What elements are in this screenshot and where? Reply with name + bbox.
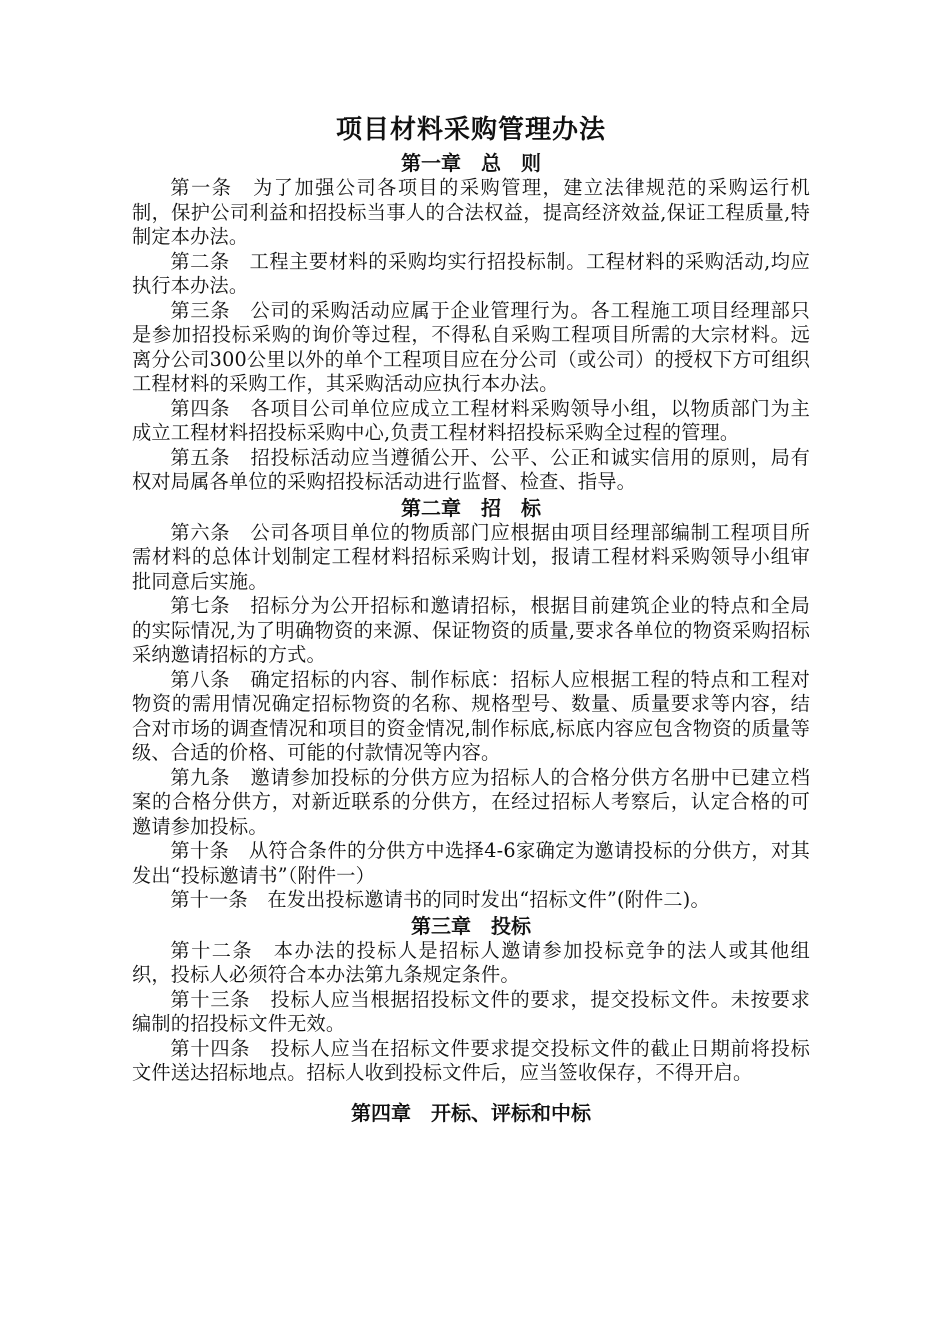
article-label: 第九条 bbox=[170, 765, 231, 789]
article-label: 第十四条 bbox=[170, 1036, 251, 1060]
article-label: 第十一条 bbox=[170, 888, 248, 911]
article-text: 为了加强公司各项目的采购管理，建立法律规范的采购运行机制，保护公司利益和招投标当事人的合法权益，提高经济效益,保证工程质量,特制定本办法。 bbox=[132, 176, 811, 248]
article-paragraph bbox=[132, 250, 810, 299]
article-text: 本办法的投标人是招标人邀请参加投标竞争的法人或其他组织，投标人必须符合本办法第九条规定条件。 bbox=[132, 938, 811, 986]
article-label: 第五条 bbox=[170, 445, 231, 469]
article-label: 第三条 bbox=[170, 298, 231, 322]
chapter-heading: 第一章 总 则 bbox=[401, 151, 541, 175]
article-label: 第四条 bbox=[170, 396, 231, 420]
article-paragraph bbox=[132, 888, 810, 913]
article-paragraph bbox=[132, 988, 810, 1037]
article-text: 招投标活动应当遵循公开、公平、公正和诚实信用的原则，局有权对局属各单位的采购招投标活动进行监督、检查、指导。 bbox=[132, 445, 810, 493]
article-label: 第十三条 bbox=[170, 987, 251, 1011]
article-label: 第八条 bbox=[170, 667, 231, 691]
article-paragraph bbox=[132, 446, 810, 495]
article-label: 第十条 bbox=[170, 839, 230, 862]
article-label: 第二条 bbox=[170, 249, 230, 273]
chapter-heading: 第三章 投标 bbox=[411, 913, 531, 938]
article-text: 投标人应当根据招投标文件的要求，提交投标文件。未按要求编制的招投标文件无效。 bbox=[132, 987, 810, 1035]
article-paragraph bbox=[132, 299, 810, 397]
article-text: 确定招标的内容、制作标底：招标人应根据工程的特点和工程对物资的需用情况确定招标物资的名称、规格型号、数量、质量要求等内容，结合对市场的调查情况和项目的资金情况,制作标底,标底内容应包含物资的质量等级、合适的价格、可能的付款情况等内容。 bbox=[132, 667, 810, 764]
article-text: 邀请参加投标的分供方应为招标人的合格分供方名册中已建立档案的合格分供方，对新近联系的分供方，在经过招标人考察后，认定合格的可邀请参加投标。 bbox=[132, 765, 810, 838]
article-paragraph bbox=[132, 176, 810, 250]
article-text: 在发出投标邀请书的同时发出“招标文件”(附件二)。 bbox=[267, 888, 710, 911]
chapter-heading: 第二章 招 标 bbox=[401, 495, 541, 520]
article-text: 投标人应当在招标文件要求提交投标文件的截止日期前将投标文件送达招标地点。招标人收到投标文件后，应当签收保存，不得开启。 bbox=[132, 1036, 810, 1084]
article-paragraph bbox=[132, 939, 810, 988]
article-paragraph bbox=[132, 594, 810, 668]
article-label: 第七条 bbox=[170, 594, 231, 617]
article-text: 各项目公司单位应成立工程材料采购领导小组，以物质部门为主成立工程材料招投标采购中心,负责工程材料招投标采购全过程的管理。 bbox=[132, 396, 810, 444]
document-title: 项目材料采购管理办法 bbox=[335, 115, 606, 145]
article-label: 第六条 bbox=[170, 520, 231, 544]
article-paragraph bbox=[132, 1037, 810, 1086]
article-text: 公司的采购活动应属于企业管理行为。各工程施工项目经理部只是参加招投标采购的询价等过程，不得私自采购工程项目所需的大宗材料。远离分公司300公里以外的单个工程项目应在分公司（或公司）的授权下方可组织工程材料的采购工作，其采购活动应执行本办法。 bbox=[132, 298, 810, 395]
article-paragraph bbox=[132, 766, 810, 840]
article-paragraph bbox=[132, 839, 810, 888]
article-text: 公司各项目单位的物质部门应根据由项目经理部编制工程项目所需材料的总体计划制定工程材料招标采购计划，报请工程材料采购领导小组审批同意后实施。 bbox=[132, 520, 810, 593]
chapter-heading: 第四章 开标、评标和中标 bbox=[351, 1100, 591, 1125]
article-text: 从符合条件的分供方中选择4-6家确定为邀请投标的分供方，对其发出“投标邀请书”（附件一） bbox=[132, 839, 810, 887]
article-label: 第一条 bbox=[170, 176, 233, 199]
article-label: 第十二条 bbox=[170, 938, 254, 962]
article-paragraph bbox=[132, 397, 810, 446]
article-paragraph bbox=[132, 521, 810, 595]
article-text: 招标分为公开招标和邀请招标，根据目前建筑企业的特点和全局的实际情况,为了明确物资的来源、保证物资的质量,要求各单位的物资采购招标采纳邀请招标的方式。 bbox=[132, 594, 810, 666]
article-paragraph bbox=[132, 668, 810, 766]
article-text: 工程主要材料的采购均实行招投标制。工程材料的采购活动,均应执行本办法。 bbox=[132, 249, 810, 297]
